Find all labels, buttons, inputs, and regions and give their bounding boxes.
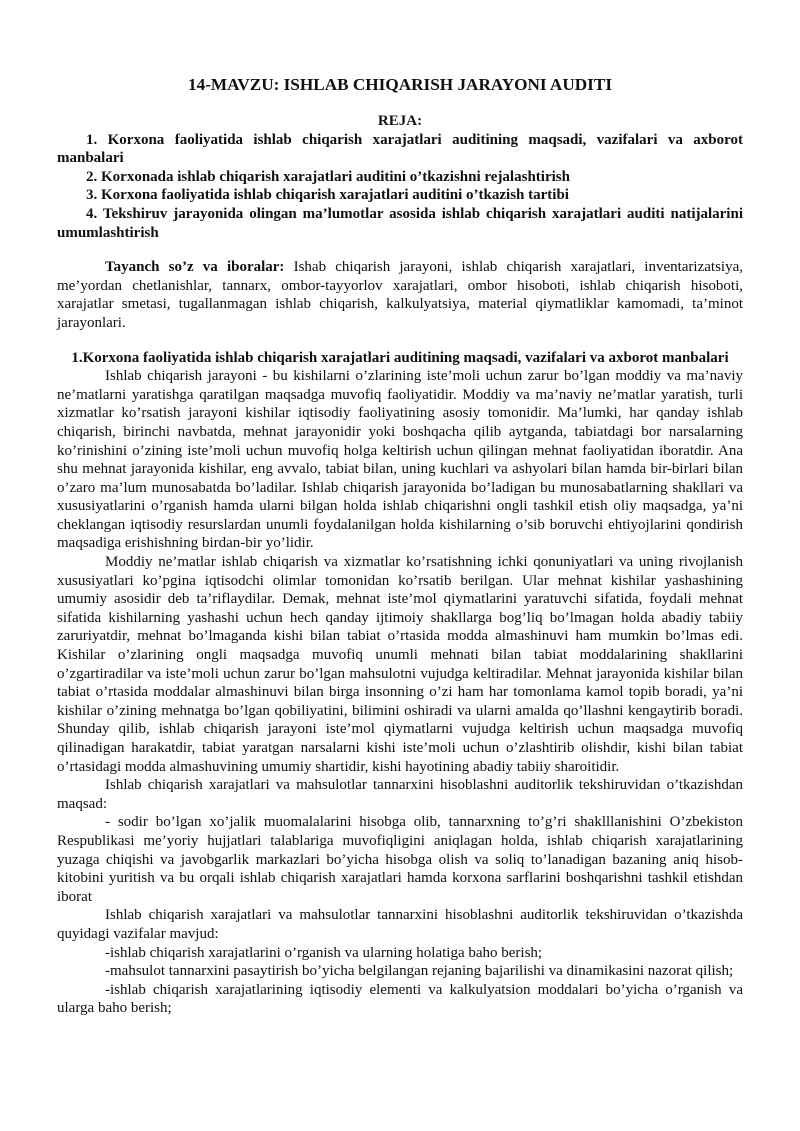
body-paragraph: Ishlab chiqarish xarajatlari va mahsulotlar tannarxini hisoblashni auditorlik tekshiruvidan o’tkazishda quyidagi vazifalar mavjud: (57, 907, 743, 942)
section-title: 1.Korxona faoliyatida ishlab chiqarish xarajatlari auditining maqsadi, vazifalari va axborot manbalari (71, 349, 729, 366)
task-item: -ishlab chiqarish xarajatlarini o’rganish va ularning holatiga baho berish; (105, 944, 543, 961)
plan-item: 4. Tekshiruv jarayonida olingan ma’lumotlar asosida ishlab chiqarish xarajatlari auditi natijalarini umumlashtirish (57, 205, 743, 241)
plan-list (57, 131, 743, 243)
body-paragraph: - sodir bo’lgan xo’jalik muomalalarini hisobga olib, tannarxning to’g’ri shaklllanishini O’zbekiston Respublikasi me’yoriy hujjatlari talablariga muvofiqligini aniqlagan holda, ishlab chiqarish xarajatlarining yuzaga chiqishi va javobgarlik markazlari bo’yicha hisobga olish va soliq to’lanadigan bazaning aniq hisob-kitobini yuritish va bu orqali ishlab chiqarish xarajatlari hamda korxona sarflarini boshqarishni tashkil etishdan iborat (57, 814, 743, 905)
body-paragraph: Moddiy ne’matlar ishlab chiqarish va xizmatlar ko’rsatishning ichki qonuniyatlari va uning rivojlanish xususiyatlari ko’pgina iqtisodchi olimlar tomonidan ko’rsatib berilgan. Ular mehnat kishilar yashashining umumiy asosidir deb ta’riflaydilar. Demak, mehnat iste’mol qiymatlarini yaratuvchi sifatida, foydali mehnat sifatida kishilarning yashashi uchun hech qanday ijtimoiy shakllarga bog’liq bo’lmagan holda abadiy tabiiy zaruriyatdir, mehnat bo’lmaganda kishi bilan tabiat o’rtasida modda almashinuvi ham mumkin bo’lmas edi. Kishilar o’zlarining ongli maqsadga muvofiq unumli mehnati bilan tabiat moddalarining shakllarini o’zgartiradilar va iste’moli uchun zarur bo’lgan mahsulotni vujudga keltiradilar. Mehnat jarayonida kishilar bilan tabiat o’rtasida moddalar almashinuvi bilan birga insonning o’zi ham har tomonlama kamol topib boradi, ya’ni kishilar o’zining mehnatga bo’lgan qobiliyatini, bilimini oshiradi va ularni amalda qo’llashni kengaytirib boradi. Shunday qilib, ishlab chiqarish jarayoni iste’mol qiymatlarni vujudga keltirish uchun maqsadga muvofiq qilinadigan harakatdir, tabiat yaratgan narsalarni kishi iste’moli uchun o’zlashtirib olishdir, kishi bilan tabiat o’rtasidagi modda almashuvining umumiy shartidir, kishi hayotining abadiy tabiiy sharoitidir. (57, 554, 743, 775)
keywords-label: Tayanch so’z va iboralar: (105, 259, 285, 276)
keywords-paragraph (57, 258, 743, 332)
keywords-text: Ishab chiqarish jarayoni, ishlab chiqarish xarajatlari, inventarizatsiya, me’yordan chetlanishlar, tannarx, ombor-tayyorlov xarajatlari, ombor hisoboti, ishlab chiqarish hisoboti, xarajatlar smetasi, tugallanmagan ishlab chiqarish, kalkulyatsiya, material qiymatliklar kamomadi, ta’minot jarayonlari. (57, 259, 743, 331)
body-paragraph: Ishlab chiqarish xarajatlari va mahsulotlar tannarxini hisoblashni auditorlik tekshiruvidan o’tkazishdan maqsad: (57, 777, 743, 812)
plan-item: 3. Korxona faoliyatida ishlab chiqarish xarajatlari auditini o’tkazish tartibi (86, 187, 569, 204)
plan-item: 2. Korxonada ishlab chiqarish xarajatlari auditini o’tkazishni rejalashtirish (86, 168, 570, 185)
task-item: -ishlab chiqarish xarajatlarining iqtisodiy elementi va kalkulyatsion moddalari bo’yicha o’rganish va ularga baho berish; (57, 981, 743, 1017)
plan-heading: REJA: (377, 113, 423, 129)
task-item: -mahsulot tannarxini pasaytirish bo’yicha belgilangan rejaning bajarilishi va dinamikasini nazorat qilish; (105, 963, 734, 980)
plan-item: 1. Korxona faoliyatida ishlab chiqarish xarajatlari auditining maqsadi, vazifalari va axborot manbalari (57, 131, 743, 167)
body-paragraph: Ishlab chiqarish jarayoni - bu kishilarni o’zlarining iste’moli uchun zarur bo’lgan moddiy va ma’naviy ne’matlarni yaratishga qaratilgan maqsadga muvofiq faoliyatidir. Moddiy va ma’naviy ne’matlar yaratish, turli xizmatlar ko’rsatish jarayoni kishilar iqtisodiy faoliyatining asosiy tomonidir. Ma’lumki, har qanday ishlab chiqarish, birinchi navbatda, mehnat jarayonidir yoki boshqacha qilib aytganda, tabiatdagi bor narsalarning ko’rinishini o’zining iste’moli uchun muvofiq holga keltirish uchun qilingan mehnat faoliyatidan iboratdir. Ana shu mehnat jarayonida kishilar, eng avvalo, tabiat bilan, uning kuchlari va ashyolari bilan hamda bir-birlari bilan o’zaro ma’lum munosabatda bo’ladilar. Ishlab chiqarish jarayonida bo’ladigan bu munosabatlarning shakllari va xususiyatlarini o’rganish hamda ularni bilgan holda ishlab chiqarishni ongli tashkil etish oliy maqsadga, ya’ni cheklangan iqtisodiy resurslardan unumli foydalanilgan holda kishilarning o’sib boruvchi ehtiyojlarini qondirish maqsadiga erishishning birdan-bir yo’lidir. (57, 368, 743, 552)
page-title: 14-MAVZU: ISHLAB CHIQARISH JARAYONI AUDITI (187, 75, 613, 94)
